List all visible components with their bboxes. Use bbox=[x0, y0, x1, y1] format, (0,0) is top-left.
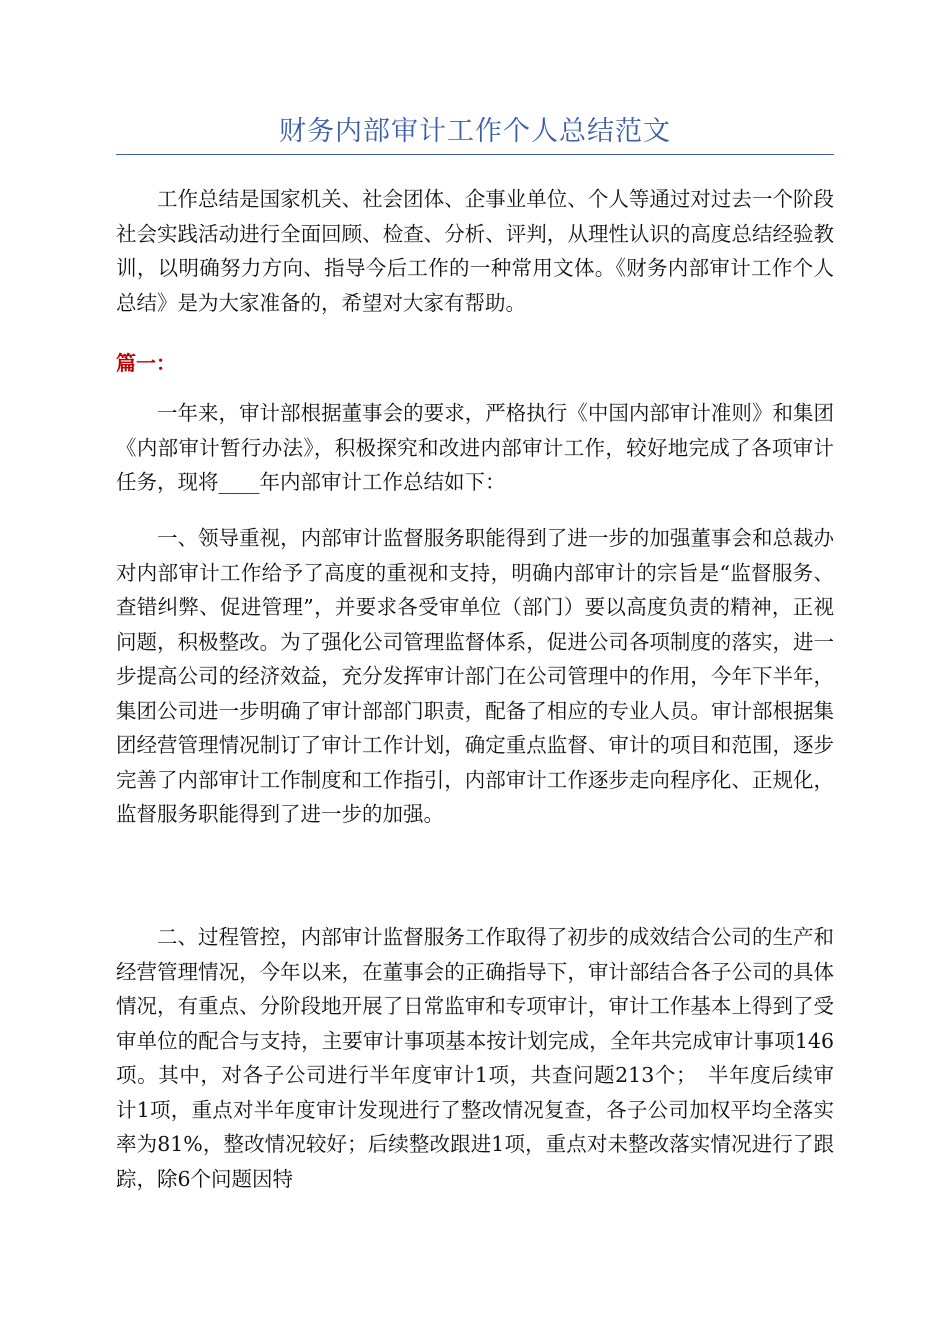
title-underline bbox=[116, 154, 834, 155]
document-title: 财务内部审计工作个人总结范文 bbox=[279, 116, 671, 147]
intro-paragraph: 工作总结是国家机关、社会团体、企事业单位、个人等通过对过去一个阶段社会实践活动进行全面回顾、检查、分析、评判，从理性认识的高度总结经验教训，以明确努力方向、指导今后工作的一种常用文体。《财务内部审计工作个人总结》是为大家准备的，希望对大家有帮助。 bbox=[116, 187, 834, 315]
paragraph-2: 一、领导重视，内部审计监督服务职能得到了进一步的加强董事会和总裁办对内部审计工作给予了高度的重视和支持，明确内部审计的宗旨是“监督服务、查错纠弊、促进管理”，并要求各受审单位（部门）要以高度负责的精神，正视问题，积极整改。为了强化公司管理监督体系，促进公司各项制度的落实，进一步提高公司的经济效益，充分发挥审计部门在公司管理中的作用，今年下半年，集团公司进一步明确了审计部部门职责，配备了相应的专业人员。审计部根据集团经营管理情况制订了审计工作计划，确定重点监督、审计的项目和范围，逐步完善了内部审计工作制度和工作指引，内部审计工作逐步走向程序化、正规化，监督服务职能得到了进一步的加强。 bbox=[116, 526, 834, 826]
section-heading: 篇一： bbox=[116, 351, 176, 375]
paragraph-3: 二、过程管控，内部审计监督服务工作取得了初步的成效结合公司的生产和经营管理情况，今年以来，在董事会的正确指导下，审计部结合各子公司的具体情况，有重点、分阶段地开展了日常监审和专项审计，审计工作基本上得到了受审单位的配合与支持，主要审计事项基本按计划完成，全年共完成审计事项146项。其中，对各子公司进行半年度审计1项，共查问题213个； 半年度后续审计1项，重点对半年度审计发现进行了整改情况复查，各子公司加权平均全落实率为81%，整改情况较好；后续整改跟进1项，重点对未整改落实情况进行了跟踪，除6个问题因特 bbox=[116, 925, 834, 1191]
paragraph-1: 一年来，审计部根据董事会的要求，严格执行《中国内部审计准则》和集团《内部审计暂行办法》，积极探究和改进内部审计工作，较好地完成了各项审计任务，现将____年内部审计工作总结如下： bbox=[116, 401, 834, 494]
